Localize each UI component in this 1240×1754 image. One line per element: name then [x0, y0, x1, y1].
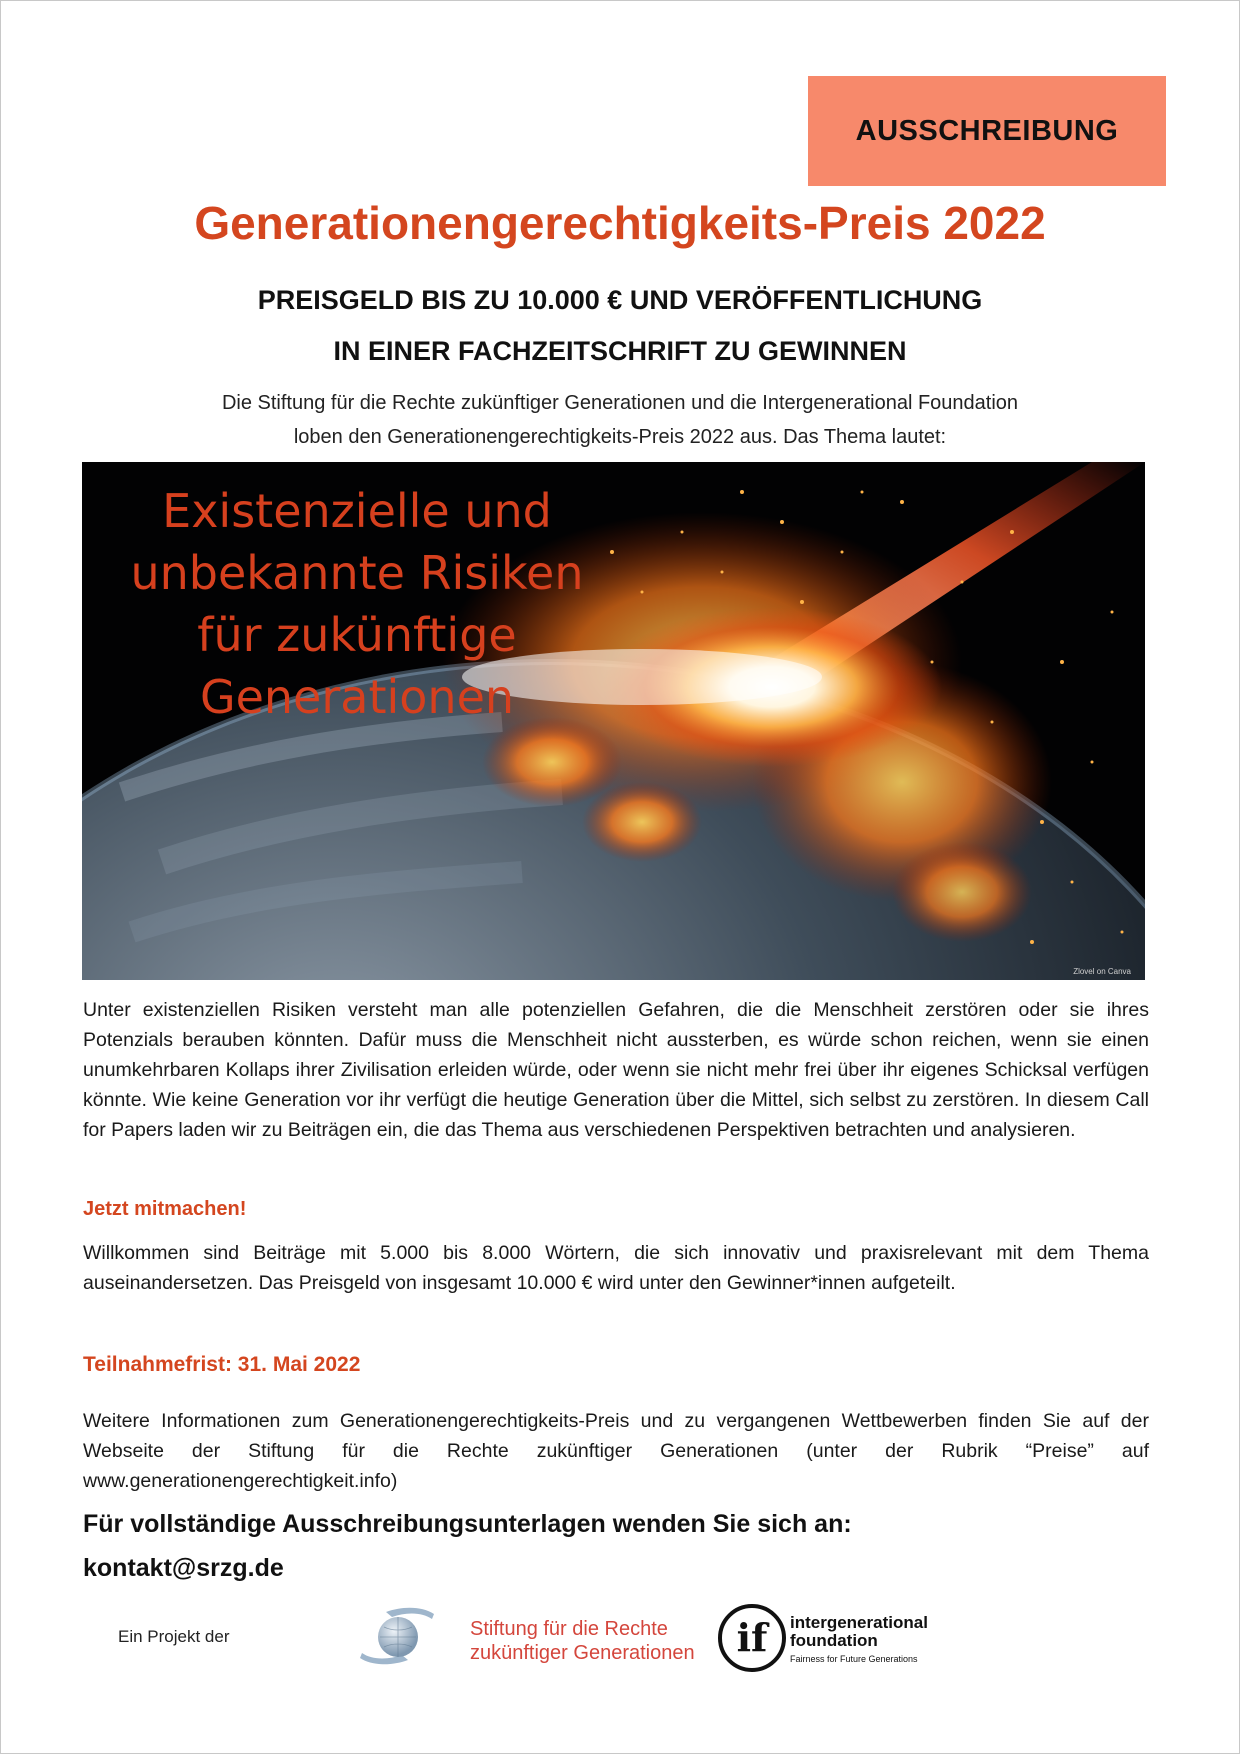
- if-logo: [716, 1602, 788, 1674]
- intro-line-1: Die Stiftung für die Rechte zukünftiger Generationen und die Intergenerational Foundation: [221, 392, 1019, 414]
- subtitle-line-2: IN EINER FACHZEITSCHRIFT ZU GEWINNEN: [333, 336, 907, 366]
- hero-headline: [82, 480, 632, 728]
- srzg-organization-name: [470, 1617, 695, 1665]
- if-name-line-1: intergenerational: [790, 1613, 928, 1632]
- if-tagline: Fairness for Future Generations: [790, 1654, 918, 1664]
- hero-line-2: unbekannte Risiken: [130, 546, 584, 600]
- contact-heading: Für vollständige Ausschreibungsunterlagen wenden Sie sich an:: [83, 1510, 852, 1538]
- page-title: Generationengerechtigkeits-Preis 2022: [194, 197, 1046, 249]
- call-badge: AUSSCHREIBUNG: [808, 76, 1166, 186]
- paragraph-risks: Unter existenziellen Risiken versteht man alle potenziellen Gefahren, die die Menschheit zerstören oder sie ihres Potenzials berauben könnten. Dafür muss die Menschheit nicht aussterben, es würde schon reichen, wenn sie einen unumkehrbaren Kollaps ihrer Zivilisation erleiden würde, oder wenn sie nicht mehr frei über ihr eigenes Schicksal verfügen könnte. Wie keine Generation vor ihr verfügt die heutige Generation über die Mittel, sich selbst zu zerstören. In diesem Call for Papers laden wir zu Beiträgen ein, die das Thema aus verschiedenen Perspektiven betrachten und analysieren.: [83, 999, 1149, 1141]
- globe-hands-logo: [352, 1600, 442, 1672]
- hero-line-4: Generationen: [199, 670, 515, 724]
- footer-label: Ein Projekt der: [118, 1627, 230, 1646]
- if-logo-mark: if: [736, 1615, 768, 1660]
- subtitle-line-1: PREISGELD BIS ZU 10.000 € UND VERÖFFENTLICHUNG: [257, 285, 983, 315]
- hero-line-1: Existenzielle und: [162, 484, 552, 538]
- srzg-name-line-1: Stiftung für die Rechte: [470, 1618, 668, 1640]
- paragraph-more-info: Weitere Informationen zum Generationengerechtigkeits-Preis und zu vergangenen Wettbewerben finden Sie auf der Webseite der Stiftung für die Rechte zukünftiger Generationen (unter der Rubrik “Preise” auf www.generationengerechtigkeit.info): [83, 1410, 1149, 1492]
- paragraph-submissions: Willkommen sind Beiträge mit 5.000 bis 8.000 Wörtern, die sich innovativ und praxisrelevant mit dem Thema auseinandersetzen. Das Preisgeld von insgesamt 10.000 € wird unter den Gewinner*innen aufgeteilt.: [83, 1242, 1149, 1294]
- hero-image: [82, 462, 1145, 980]
- deadline-heading: Teilnahmefrist: 31. Mai 2022: [83, 1353, 361, 1376]
- image-credit: Zlovel on Canva: [1073, 967, 1131, 976]
- srzg-name-line-2: zukünftiger Generationen: [470, 1642, 695, 1664]
- contact-email-link[interactable]: kontakt@srzg.de: [83, 1554, 284, 1582]
- if-name-line-2: foundation: [790, 1631, 878, 1650]
- hero-line-3: für zukünftige: [197, 608, 517, 662]
- intro-line-2: loben den Generationengerechtigkeits-Preis 2022 aus. Das Thema lautet:: [293, 426, 947, 448]
- if-organization-name: [790, 1614, 928, 1650]
- section-heading-participate: Jetzt mitmachen!: [83, 1198, 247, 1220]
